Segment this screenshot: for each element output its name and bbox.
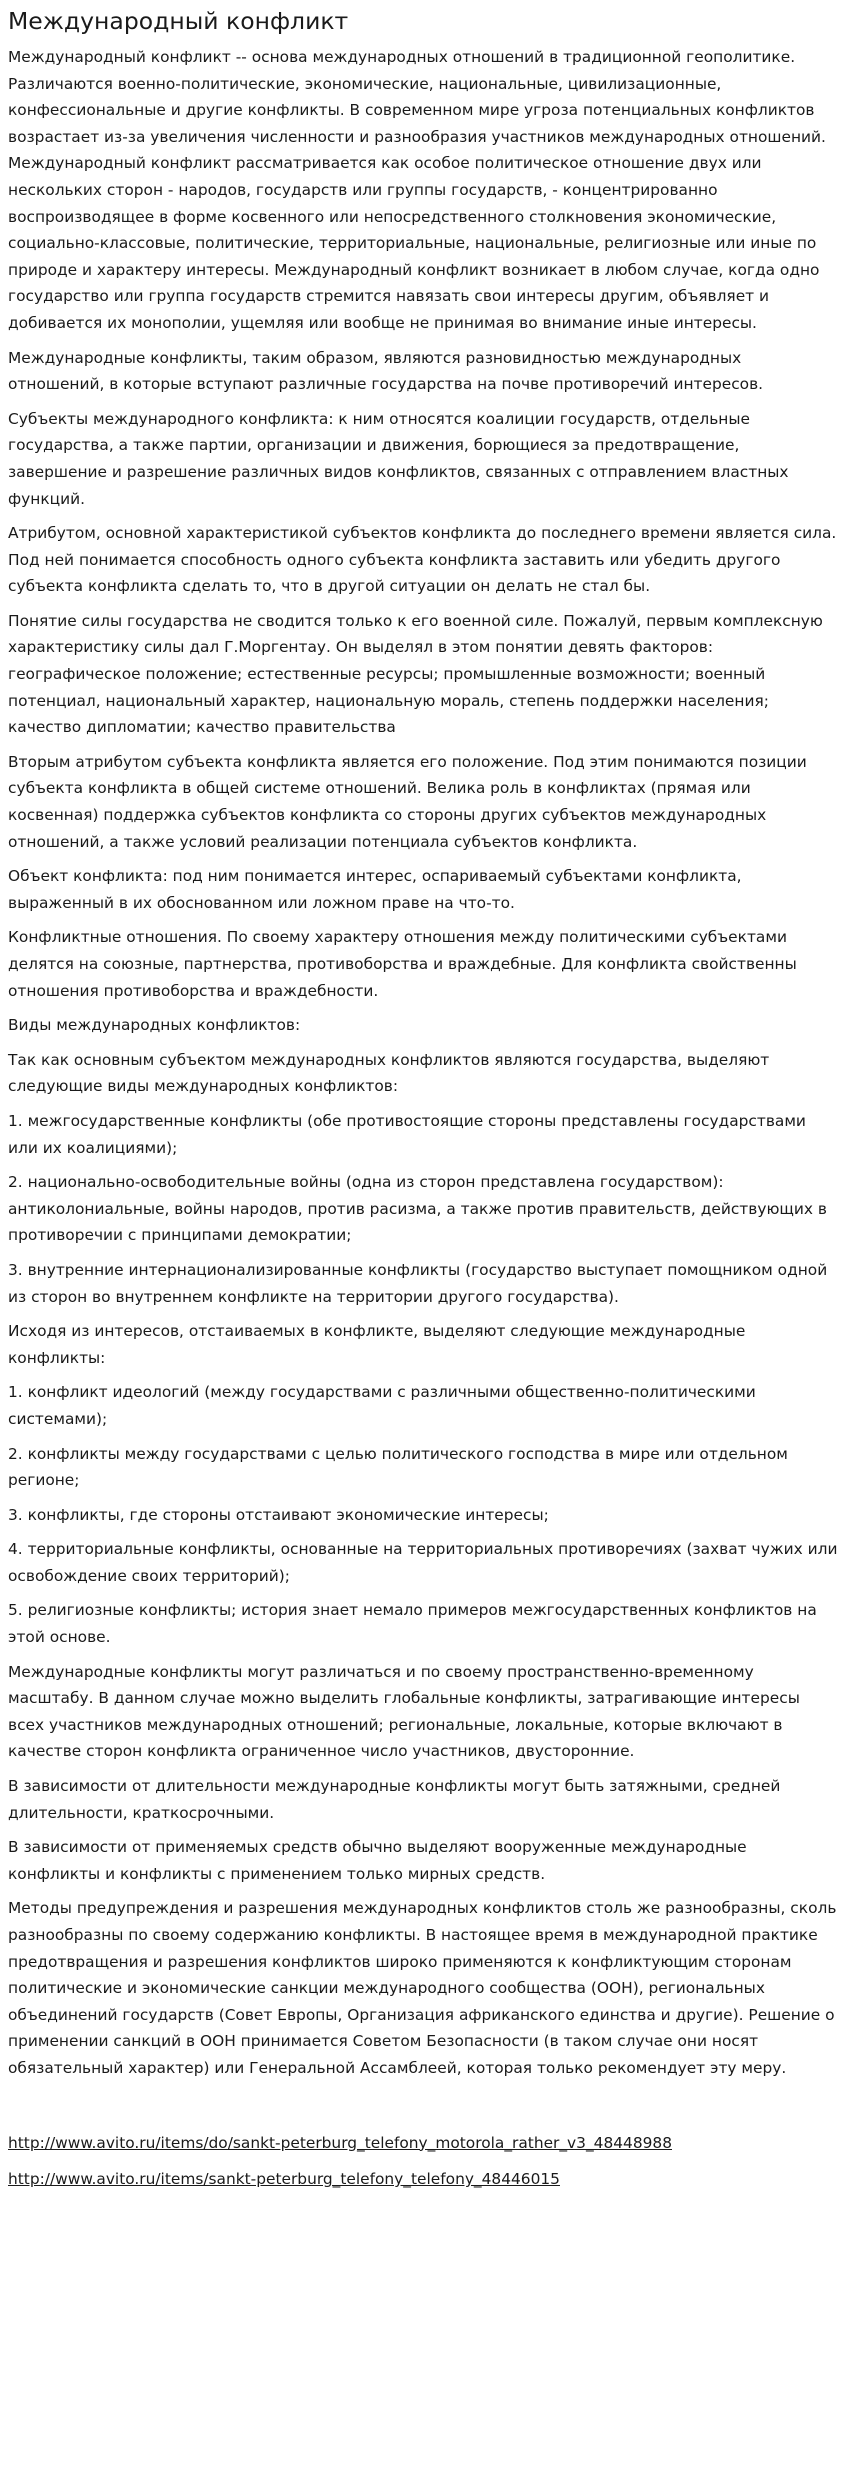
list-item: 2. конфликты между государствами с целью политического господства в мире или отдельном регионе; — [8, 1444, 788, 1490]
external-link[interactable]: http://www.avito.ru/items/sankt-peterburg_telefony_telefony_48446015 — [8, 2170, 560, 2189]
paragraph: Объект конфликта: под ним понимается интерес, оспариваемый субъектами конфликта, выраженный в их обоснованном или ложном праве на что-то. — [8, 867, 742, 912]
paragraph: Так как основным субъектом международных конфликтов являются государства, выделяют следующие виды международных конфликтов: — [8, 1050, 770, 1096]
section-heading: Виды международных конфликтов: — [8, 1016, 301, 1035]
links-section — [8, 2130, 839, 2193]
paragraph: Методы предупреждения и разрешения международных конфликтов столь же разнообразны, сколь разнообразны по своему содержанию конфликты. В настоящее время в международной практике предотвращения и разрешения конфликтов широко применяются к конфликтующим сторонам политические и экономические санкции международного сообщества (ООН), региональных объединений государств (Совет Европы, Организация африканского единства и другие). Решение о применении санкций в ООН принимается Советом Безопасности (в таком случае они носят обязательный характер) или Генеральной Ассамблеей, которая только рекомендует эту меру. — [8, 1899, 837, 2077]
paragraph: Исходя из интересов, отстаиваемых в конфликте, выделяют следующие международные конфликты: — [8, 1322, 746, 1367]
paragraph: Международные конфликты, таким образом, являются разновидностью международных отношений, в которые вступают различные государства на почве противоречий интересов. — [8, 348, 764, 394]
list-item: 3. внутренние интернационализированные конфликты (государство выступает помощником одной из сторон во внутреннем конфликте на территории другого государства). — [8, 1260, 828, 1306]
list-item: 2. национально-освободительные войны (одна из сторон представлена государством): антиколониальные, войны народов, против расизма, а также против правительств, действующих в противоречии с принципами демократии; — [8, 1173, 827, 1245]
paragraph: Атрибутом, основной характеристикой субъектов конфликта до последнего времени является сила. Под ней понимается способность одного субъекта конфликта заставить или убедить другого субъекта конфликта сделать то, что в другой ситуации он делать не стал бы. — [8, 524, 837, 596]
paragraph: Субъекты международного конфликта: к ним относятся коалиции государств, отдельные государства, а также партии, организации и движения, борющиеся за предотвращение, завершение и разрешение различных видов конфликтов, связанных с отправлением властных функций. — [8, 409, 789, 508]
link-row — [8, 2166, 839, 2193]
list-item: 1. конфликт идеологий (между государствами с различными общественно-политическими системами); — [8, 1383, 756, 1428]
paragraph: Понятие силы государства не сводится только к его военной силе. Пожалуй, первым комплексную характеристику силы дал Г.Моргентау. Он выделял в этом понятии девять факторов: географическое положение; естественные ресурсы; промышленные возможности; военный потенциал, национальный характер, национальную мораль, степень поддержки населения; качество дипломатии; качество правительства — [8, 611, 823, 737]
link-row — [8, 2130, 839, 2157]
paragraph: В зависимости от длительности международные конфликты могут быть затяжными, средней длительности, краткосрочными. — [8, 1777, 781, 1822]
list-item: 1. межгосударственные конфликты (обе противостоящие стороны представлены государствами или их коалициями); — [8, 1111, 806, 1157]
external-link[interactable]: http://www.avito.ru/items/do/sankt-peterburg_telefony_motorola_rather_v3_48448988 — [8, 2133, 672, 2152]
list-item: 5. религиозные конфликты; история знает немало примеров межгосударственных конфликтов на этой основе. — [8, 1601, 817, 1647]
page-title: Международный конфликт — [8, 7, 349, 35]
paragraph: Вторым атрибутом субъекта конфликта является его положение. Под этим понимаются позиции субъекта конфликта в общей системе отношений. Велика роль в конфликтах (прямая или косвенная) поддержка субъектов конфликта со стороны других субъектов международных отношений, а также условий реализации потенциала субъектов конфликта. — [8, 752, 807, 851]
list-item: 3. конфликты, где стороны отстаивают экономические интересы; — [8, 1505, 549, 1524]
paragraph: В зависимости от применяемых средств обычно выделяют вооруженные международные конфликты и конфликты с применением только мирных средств. — [8, 1838, 747, 1883]
paragraph: Конфликтные отношения. По своему характеру отношения между политическими субъектами делятся на союзные, партнерства, противоборства и враждебные. Для конфликта свойственны отношения противоборства и враждебности. — [8, 928, 797, 1000]
paragraph: Международные конфликты могут различаться и по своему пространственно-временному масштабу. В данном случае можно выделить глобальные конфликты, затрагивающие интересы всех участников международных отношений; региональные, локальные, которые включают в качестве сторон конфликта ограниченное число участников, двусторонние. — [8, 1662, 800, 1761]
paragraph: Международный конфликт -- основа международных отношений в традиционной геополитике. Различаются военно-политические, экономические, национальные, цивилизационные, конфессиональные и другие конфликты. В современном мире угроза потенциальных конфликтов возрастает из-за увеличения численности и разнообразия участников международных отношений. Международный конфликт рассматривается как особое политическое отношение двух или нескольких сторон - народов, государств или группы государств, - концентрированно воспроизводящее в форме косвенного или непосредственного столкновения экономические, социально-классовые, политические, территориальные, национальные, религиозные или иные по природе и характеру интересы. Международный конфликт возникает в любом случае, когда одно государство или группа государств стремится навязать свои интересы другим, объявляет и добивается их монополии, ущемляя или вообще не принимая во внимание иные интересы. — [8, 48, 826, 332]
list-item: 4. территориальные конфликты, основанные на территориальных противоречиях (захват чужих или освобождение своих территорий); — [8, 1540, 838, 1585]
